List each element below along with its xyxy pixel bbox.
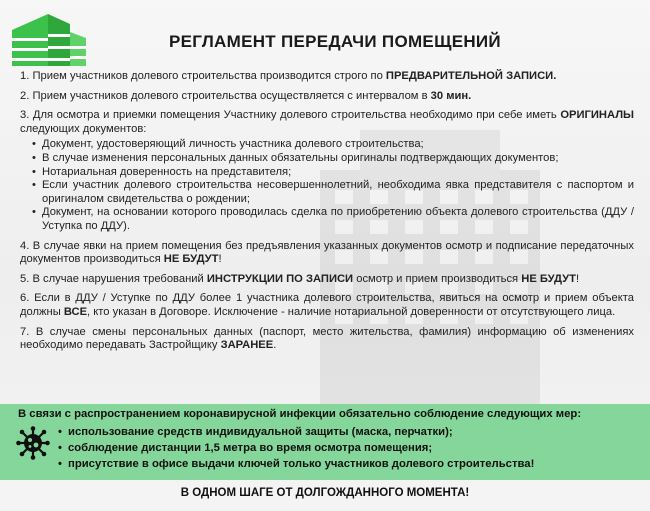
paragraph-2: 2. Прием участников долевого строительства осуществляется с интервалом в 30 мин. bbox=[20, 89, 472, 102]
documents-list bbox=[32, 138, 634, 233]
paragraph-5: 5. В случае нарушения требований ИНСТРУКЦИИ ПО ЗАПИСИ осмотр и прием производиться НЕ БУДУТ! bbox=[20, 272, 580, 285]
list-item: • соблюдение дистанции 1,5 метра во время осмотра помещения; bbox=[58, 440, 534, 456]
paragraph-6: 6. Если в ДДУ / Уступке по ДДУ более 1 участника долевого строительства, явиться на осмотр и прием объекта должны ВСЕ, кто указан в Договоре. Исключение - наличие нотариальной доверенности от отсутствующего лица. bbox=[20, 292, 634, 318]
covid-measures-band bbox=[0, 404, 650, 480]
paragraph-4: 4. В случае явки на прием помещения без предъявления указанных документов осмотр и подписание передаточных документов производиться НЕ БУДУТ! bbox=[20, 239, 634, 266]
virus-icon bbox=[16, 426, 50, 460]
list-item: • Если участник долевого строительства несовершеннолетний, необходима явка представителя с паспортом и оригиналом свидетельства о рождении; bbox=[32, 179, 634, 206]
list-item: • Документ, удостоверяющий личность участника долевого строительства; bbox=[32, 138, 634, 152]
list-item: • присутствие в офисе выдачи ключей только участников долевого строительства! bbox=[58, 456, 534, 472]
list-item: • Документ, на основании которого проводилась сделка по приобретению объекта долевого строительства (ДДУ / Уступка по ДДУ). bbox=[32, 206, 634, 233]
page-title: РЕГЛАМЕНТ ПЕРЕДАЧИ ПОМЕЩЕНИЙ bbox=[169, 32, 501, 51]
regulation-body bbox=[20, 70, 634, 359]
list-item: • Нотариальная доверенность на представителя; bbox=[32, 166, 634, 180]
paragraph-7: 7. В случае смены персональных данных (паспорт, место жительства, фамилия) информацию об изменениях необходимо передавать Застройщику ЗАРАНЕЕ. bbox=[20, 325, 634, 352]
list-item: • В случае изменения персональных данных обязательны оригиналы подтверждающих документов; bbox=[32, 152, 634, 166]
paragraph-1: 1. Прием участников долевого строительства производится строго по ПРЕДВАРИТЕЛЬНОЙ ЗАПИСИ. bbox=[20, 70, 557, 82]
covid-measures-list bbox=[58, 424, 534, 472]
footer-slogan: В ОДНОМ ШАГЕ ОТ ДОЛГОЖДАННОГО МОМЕНТА! bbox=[180, 487, 470, 499]
list-item: • использование средств индивидуальной защиты (маска, перчатки); bbox=[58, 424, 534, 440]
covid-title: В связи с распространением коронавирусной инфекции обязательно соблюдение следующих мер: bbox=[18, 408, 582, 420]
paragraph-3: 3. Для осмотра и приемки помещения Участнику долевого строительства необходимо при себе иметь ОРИГИНАЛЫ следующих документов: bbox=[20, 109, 634, 135]
